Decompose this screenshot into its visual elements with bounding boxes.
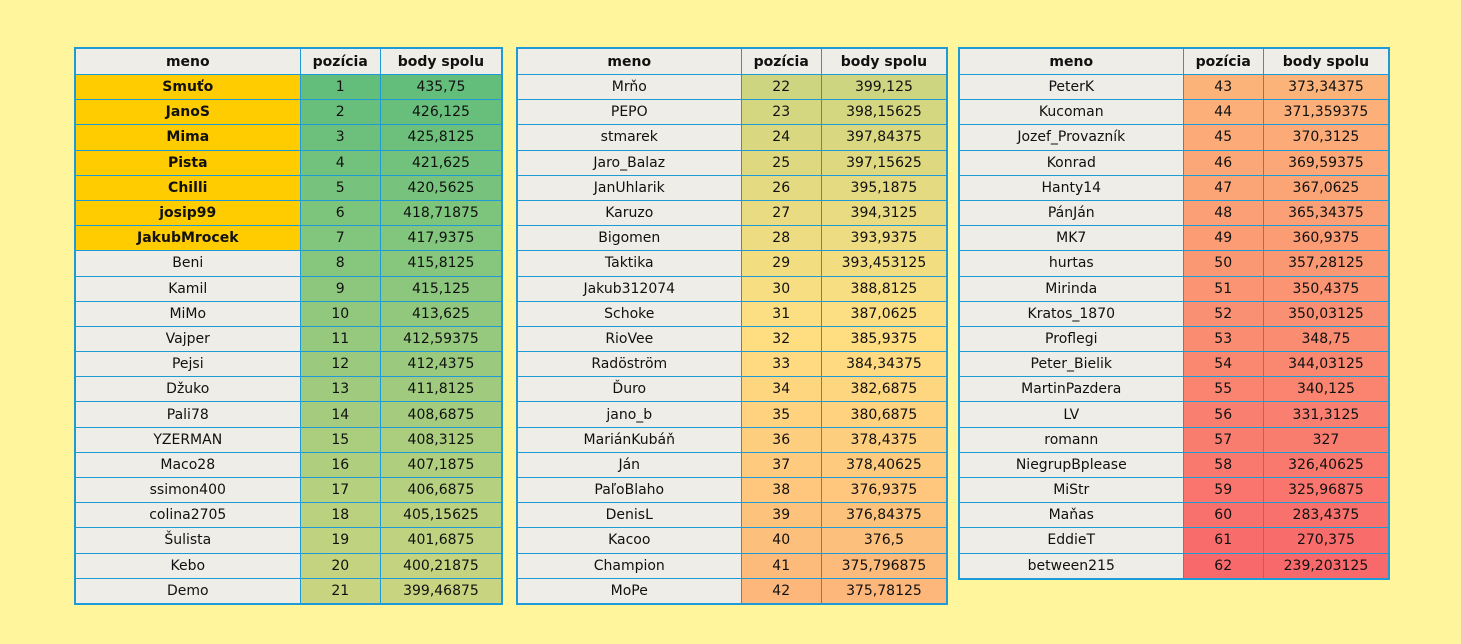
player-points: 375,78125 <box>821 578 947 604</box>
table-row <box>959 377 1389 402</box>
table-row <box>517 553 947 578</box>
table-row <box>517 125 947 150</box>
player-position: 61 <box>1183 528 1263 553</box>
player-points: 373,34375 <box>1263 75 1389 100</box>
table-row <box>959 100 1389 125</box>
player-position: 18 <box>300 503 380 528</box>
player-name: ssimon400 <box>75 478 300 503</box>
table-row <box>517 478 947 503</box>
table-row <box>517 150 947 175</box>
player-points: 384,34375 <box>821 352 947 377</box>
player-points: 417,9375 <box>380 226 502 251</box>
player-points: 397,15625 <box>821 150 947 175</box>
table-row <box>75 125 502 150</box>
table-row <box>517 75 947 100</box>
player-points: 367,0625 <box>1263 175 1389 200</box>
table-row <box>517 402 947 427</box>
player-name: YZERMAN <box>75 427 300 452</box>
player-position: 57 <box>1183 427 1263 452</box>
player-points: 385,9375 <box>821 326 947 351</box>
player-position: 30 <box>741 276 821 301</box>
table-row <box>75 377 502 402</box>
table-row <box>517 427 947 452</box>
player-name: Taktika <box>517 251 741 276</box>
player-points: 407,1875 <box>380 452 502 477</box>
player-points: 426,125 <box>380 100 502 125</box>
header-row <box>75 48 502 75</box>
player-name: stmarek <box>517 125 741 150</box>
table-row <box>517 377 947 402</box>
player-position: 56 <box>1183 402 1263 427</box>
table-row <box>517 326 947 351</box>
player-name: Kucoman <box>959 100 1183 125</box>
player-name: JanoS <box>75 100 300 125</box>
player-name: Schoke <box>517 301 741 326</box>
player-name: romann <box>959 427 1183 452</box>
header-position: pozícia <box>1183 48 1263 75</box>
table-row <box>959 503 1389 528</box>
player-name: JakubMrocek <box>75 226 300 251</box>
player-name: Pejsi <box>75 352 300 377</box>
table-row <box>75 175 502 200</box>
player-name: Ján <box>517 452 741 477</box>
header-points: body spolu <box>380 48 502 75</box>
table-row <box>959 553 1389 579</box>
player-name: Beni <box>75 251 300 276</box>
player-position: 15 <box>300 427 380 452</box>
player-points: 369,59375 <box>1263 150 1389 175</box>
table-row <box>517 226 947 251</box>
player-name: EddieT <box>959 528 1183 553</box>
player-points: 371,359375 <box>1263 100 1389 125</box>
table-row <box>75 326 502 351</box>
header-row <box>959 48 1389 75</box>
player-position: 35 <box>741 402 821 427</box>
player-points: 399,46875 <box>380 578 502 604</box>
table-row <box>517 452 947 477</box>
leaderboard-table-1 <box>74 47 503 605</box>
player-position: 38 <box>741 478 821 503</box>
player-name: josip99 <box>75 200 300 225</box>
table-row <box>517 301 947 326</box>
player-name: Mirinda <box>959 276 1183 301</box>
player-position: 44 <box>1183 100 1263 125</box>
player-points: 399,125 <box>821 75 947 100</box>
player-position: 12 <box>300 352 380 377</box>
player-position: 17 <box>300 478 380 503</box>
player-position: 5 <box>300 175 380 200</box>
player-position: 45 <box>1183 125 1263 150</box>
player-name: MartinPazdera <box>959 377 1183 402</box>
player-position: 25 <box>741 150 821 175</box>
player-position: 40 <box>741 528 821 553</box>
player-points: 327 <box>1263 427 1389 452</box>
table-row <box>75 75 502 100</box>
player-name: Karuzo <box>517 200 741 225</box>
player-name: colina2705 <box>75 503 300 528</box>
player-position: 37 <box>741 452 821 477</box>
player-name: Maco28 <box>75 452 300 477</box>
player-name: Proflegi <box>959 326 1183 351</box>
player-name: Konrad <box>959 150 1183 175</box>
player-points: 375,796875 <box>821 553 947 578</box>
player-name: PEPO <box>517 100 741 125</box>
player-points: 326,40625 <box>1263 452 1389 477</box>
player-position: 10 <box>300 301 380 326</box>
player-position: 22 <box>741 75 821 100</box>
table-row <box>75 200 502 225</box>
player-position: 43 <box>1183 75 1263 100</box>
table-row <box>517 352 947 377</box>
player-points: 420,5625 <box>380 175 502 200</box>
player-position: 51 <box>1183 276 1263 301</box>
player-points: 340,125 <box>1263 377 1389 402</box>
player-name: Champion <box>517 553 741 578</box>
player-position: 41 <box>741 553 821 578</box>
table-row <box>75 402 502 427</box>
player-points: 415,125 <box>380 276 502 301</box>
player-position: 6 <box>300 200 380 225</box>
player-points: 378,4375 <box>821 427 947 452</box>
player-position: 42 <box>741 578 821 604</box>
player-points: 376,5 <box>821 528 947 553</box>
player-points: 395,1875 <box>821 175 947 200</box>
header-name: meno <box>75 48 300 75</box>
table-row <box>959 452 1389 477</box>
player-position: 32 <box>741 326 821 351</box>
player-position: 54 <box>1183 352 1263 377</box>
player-points: 350,4375 <box>1263 276 1389 301</box>
table-row <box>959 175 1389 200</box>
player-points: 435,75 <box>380 75 502 100</box>
header-row <box>517 48 947 75</box>
player-name: NiegrupBplease <box>959 452 1183 477</box>
table-row <box>517 503 947 528</box>
player-name: JanUhlarik <box>517 175 741 200</box>
table-row <box>517 175 947 200</box>
player-points: 350,03125 <box>1263 301 1389 326</box>
player-name: Hanty14 <box>959 175 1183 200</box>
table-row <box>959 478 1389 503</box>
player-name: Kacoo <box>517 528 741 553</box>
player-position: 7 <box>300 226 380 251</box>
player-points: 360,9375 <box>1263 226 1389 251</box>
player-name: Šulista <box>75 528 300 553</box>
table-row <box>517 276 947 301</box>
player-points: 239,203125 <box>1263 553 1389 579</box>
player-name: Smuťo <box>75 75 300 100</box>
header-position: pozícia <box>741 48 821 75</box>
player-position: 62 <box>1183 553 1263 579</box>
player-position: 8 <box>300 251 380 276</box>
player-points: 270,375 <box>1263 528 1389 553</box>
table-row <box>959 326 1389 351</box>
player-points: 412,4375 <box>380 352 502 377</box>
player-name: Kratos_1870 <box>959 301 1183 326</box>
player-points: 406,6875 <box>380 478 502 503</box>
player-position: 59 <box>1183 478 1263 503</box>
player-name: LV <box>959 402 1183 427</box>
header-name: meno <box>517 48 741 75</box>
player-points: 344,03125 <box>1263 352 1389 377</box>
player-points: 412,59375 <box>380 326 502 351</box>
table-row <box>517 528 947 553</box>
player-position: 39 <box>741 503 821 528</box>
table-row <box>959 301 1389 326</box>
player-position: 47 <box>1183 175 1263 200</box>
player-position: 33 <box>741 352 821 377</box>
player-position: 11 <box>300 326 380 351</box>
table-row <box>959 226 1389 251</box>
player-name: Maňas <box>959 503 1183 528</box>
player-points: 401,6875 <box>380 528 502 553</box>
table-row <box>75 528 502 553</box>
player-points: 421,625 <box>380 150 502 175</box>
player-position: 34 <box>741 377 821 402</box>
player-name: jano_b <box>517 402 741 427</box>
player-position: 14 <box>300 402 380 427</box>
player-name: Demo <box>75 578 300 604</box>
player-position: 60 <box>1183 503 1263 528</box>
player-points: 365,34375 <box>1263 200 1389 225</box>
player-name: PaľoBlaho <box>517 478 741 503</box>
header-points: body spolu <box>1263 48 1389 75</box>
leaderboard-table-2 <box>516 47 948 605</box>
table-row <box>75 100 502 125</box>
table-row <box>75 226 502 251</box>
player-position: 53 <box>1183 326 1263 351</box>
player-name: Pista <box>75 150 300 175</box>
table-row <box>75 276 502 301</box>
player-points: 357,28125 <box>1263 251 1389 276</box>
table-row <box>959 402 1389 427</box>
player-position: 50 <box>1183 251 1263 276</box>
player-points: 370,3125 <box>1263 125 1389 150</box>
table-row <box>75 478 502 503</box>
player-points: 405,15625 <box>380 503 502 528</box>
table-row <box>517 578 947 604</box>
player-points: 378,40625 <box>821 452 947 477</box>
table-row <box>75 503 502 528</box>
player-points: 348,75 <box>1263 326 1389 351</box>
player-position: 19 <box>300 528 380 553</box>
table-row <box>75 553 502 578</box>
player-position: 1 <box>300 75 380 100</box>
player-name: Pali78 <box>75 402 300 427</box>
table-row <box>75 452 502 477</box>
player-position: 3 <box>300 125 380 150</box>
table-row <box>75 427 502 452</box>
table-row <box>517 251 947 276</box>
player-name: hurtas <box>959 251 1183 276</box>
player-name: MiMo <box>75 301 300 326</box>
player-name: MiStr <box>959 478 1183 503</box>
player-position: 26 <box>741 175 821 200</box>
player-points: 393,9375 <box>821 226 947 251</box>
player-name: between215 <box>959 553 1183 579</box>
player-points: 397,84375 <box>821 125 947 150</box>
table-row <box>75 352 502 377</box>
player-points: 408,3125 <box>380 427 502 452</box>
player-name: Peter_Bielik <box>959 352 1183 377</box>
table-row <box>75 578 502 604</box>
table-row <box>959 528 1389 553</box>
table-row <box>959 251 1389 276</box>
player-position: 52 <box>1183 301 1263 326</box>
player-position: 9 <box>300 276 380 301</box>
table-row <box>959 276 1389 301</box>
player-name: MariánKubáň <box>517 427 741 452</box>
player-name: Vajper <box>75 326 300 351</box>
leaderboard-table-3 <box>958 47 1390 580</box>
header-points: body spolu <box>821 48 947 75</box>
player-position: 2 <box>300 100 380 125</box>
player-position: 4 <box>300 150 380 175</box>
table-row <box>959 75 1389 100</box>
player-position: 49 <box>1183 226 1263 251</box>
player-name: Jaro_Balaz <box>517 150 741 175</box>
player-points: 382,6875 <box>821 377 947 402</box>
player-points: 413,625 <box>380 301 502 326</box>
player-points: 408,6875 <box>380 402 502 427</box>
player-position: 27 <box>741 200 821 225</box>
table-row <box>517 200 947 225</box>
player-points: 400,21875 <box>380 553 502 578</box>
player-position: 23 <box>741 100 821 125</box>
table-row <box>959 125 1389 150</box>
player-name: Chilli <box>75 175 300 200</box>
table-row <box>959 200 1389 225</box>
table-row <box>959 352 1389 377</box>
player-points: 411,8125 <box>380 377 502 402</box>
player-position: 31 <box>741 301 821 326</box>
player-name: Mrňo <box>517 75 741 100</box>
header-position: pozícia <box>300 48 380 75</box>
player-position: 58 <box>1183 452 1263 477</box>
player-name: MK7 <box>959 226 1183 251</box>
player-points: 380,6875 <box>821 402 947 427</box>
player-position: 13 <box>300 377 380 402</box>
table-row <box>75 301 502 326</box>
table-row <box>959 150 1389 175</box>
player-points: 387,0625 <box>821 301 947 326</box>
player-name: Jozef_Provazník <box>959 125 1183 150</box>
player-name: Kebo <box>75 553 300 578</box>
player-name: Mima <box>75 125 300 150</box>
player-name: Kamil <box>75 276 300 301</box>
player-points: 425,8125 <box>380 125 502 150</box>
player-points: 398,15625 <box>821 100 947 125</box>
player-position: 20 <box>300 553 380 578</box>
player-name: Radöström <box>517 352 741 377</box>
player-name: DenisL <box>517 503 741 528</box>
player-position: 48 <box>1183 200 1263 225</box>
player-name: Džuko <box>75 377 300 402</box>
player-name: Bigomen <box>517 226 741 251</box>
header-name: meno <box>959 48 1183 75</box>
player-points: 415,8125 <box>380 251 502 276</box>
table-row <box>959 427 1389 452</box>
player-points: 394,3125 <box>821 200 947 225</box>
player-name: MoPe <box>517 578 741 604</box>
player-name: Jakub312074 <box>517 276 741 301</box>
player-name: PánJán <box>959 200 1183 225</box>
player-points: 376,9375 <box>821 478 947 503</box>
player-position: 24 <box>741 125 821 150</box>
player-name: PeterK <box>959 75 1183 100</box>
player-points: 283,4375 <box>1263 503 1389 528</box>
player-position: 46 <box>1183 150 1263 175</box>
player-position: 21 <box>300 578 380 604</box>
player-name: Ďuro <box>517 377 741 402</box>
player-position: 36 <box>741 427 821 452</box>
player-points: 388,8125 <box>821 276 947 301</box>
table-row <box>517 100 947 125</box>
player-position: 55 <box>1183 377 1263 402</box>
player-points: 325,96875 <box>1263 478 1389 503</box>
player-position: 16 <box>300 452 380 477</box>
player-name: RioVee <box>517 326 741 351</box>
player-position: 29 <box>741 251 821 276</box>
table-row <box>75 251 502 276</box>
player-points: 376,84375 <box>821 503 947 528</box>
player-points: 331,3125 <box>1263 402 1389 427</box>
table-row <box>75 150 502 175</box>
player-points: 393,453125 <box>821 251 947 276</box>
player-position: 28 <box>741 226 821 251</box>
player-points: 418,71875 <box>380 200 502 225</box>
